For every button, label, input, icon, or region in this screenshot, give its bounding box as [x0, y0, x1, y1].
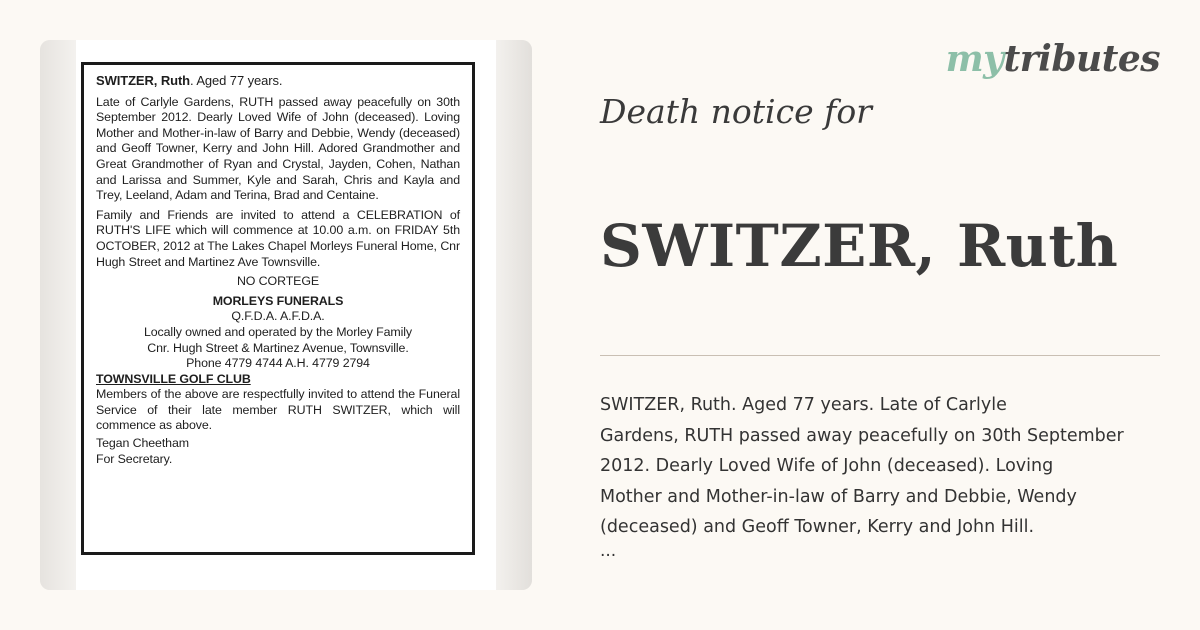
funeral-home-credentials: Q.F.D.A. A.F.D.A. [231, 309, 325, 324]
funeral-home-address: Cnr. Hugh Street & Martinez Avenue, Townsville. [147, 340, 409, 355]
notice-excerpt: SWITZER, Ruth. Aged 77 years. Late of Carlyle Gardens, RUTH passed away peacefully on 30th September 2012. Dearly Loved Wife of John (deceased). Loving Mother and Mother-in-law of Barry and Debbie, Wendy (deceased) and Geoff Towner, Kerry and John Hill. [600, 395, 1124, 537]
golf-club-name: TOWNSVILLE GOLF CLUB [96, 371, 251, 386]
no-cortege-line: NO CORTEGE [236, 274, 320, 289]
clipping-right-shadow [492, 40, 532, 590]
signatory-name: Tegan Cheetham [96, 436, 189, 451]
newspaper-clipping [40, 40, 532, 590]
signatory-role: For Secretary. [96, 451, 173, 466]
section-divider [600, 355, 1160, 356]
deceased-name-title: SWITZER, Ruth [600, 212, 1119, 280]
notice-paragraph-1: Late of Carlyle Gardens, RUTH passed away peacefully on 30th September 2012. Dearly Loved Wife of John (deceased). Loving Mother and Mother-in-law of Barry and Debbie, Wendy (deceased) and Geoff Towner, Kerry and John Hill. Adored Grandmother and Great Grandmother of Ryan and Crystal, Jayden, Cohen, Nathan and Larissa and Summer, Kyle and Sarah, Chris and Kayla and Trey, Leeland, Adam and Terina, Brad and Centaine. [96, 94, 460, 203]
excerpt-ellipsis: ... [600, 541, 617, 561]
notice-headline [96, 73, 460, 89]
notice-age: . Aged 77 years. [190, 73, 283, 88]
notice-name: SWITZER, Ruth [96, 73, 191, 88]
funeral-home-name: MORLEYS FUNERALS [212, 293, 344, 308]
notice-paragraph-2: Family and Friends are invited to attend a CELEBRATION of RUTH'S LIFE which will commence at 10.00 a.m. on FRIDAY 5th OCTOBER, 2012 at The Lakes Chapel Morleys Funeral Home, Cnr Hugh Street and Martinez Ave Townsville. [96, 207, 460, 269]
mytributes-logo[interactable] [946, 38, 1160, 80]
golf-club-paragraph: Members of the above are respectfully invited to attend the Funeral Service of their late member RUTH SWITZER, which will commence as above. [96, 387, 460, 433]
funeral-home-phone: Phone 4779 4744 A.H. 4779 2794 [186, 356, 370, 371]
logo-prefix: my [945, 38, 1004, 80]
funeral-home-owned-line: Locally owned and operated by the Morley Family [143, 324, 413, 339]
death-notice-box [81, 62, 475, 555]
logo-suffix: tributes [1003, 38, 1160, 80]
death-notice-intro: Death notice for [600, 92, 872, 131]
clipping-left-shadow [40, 40, 80, 590]
